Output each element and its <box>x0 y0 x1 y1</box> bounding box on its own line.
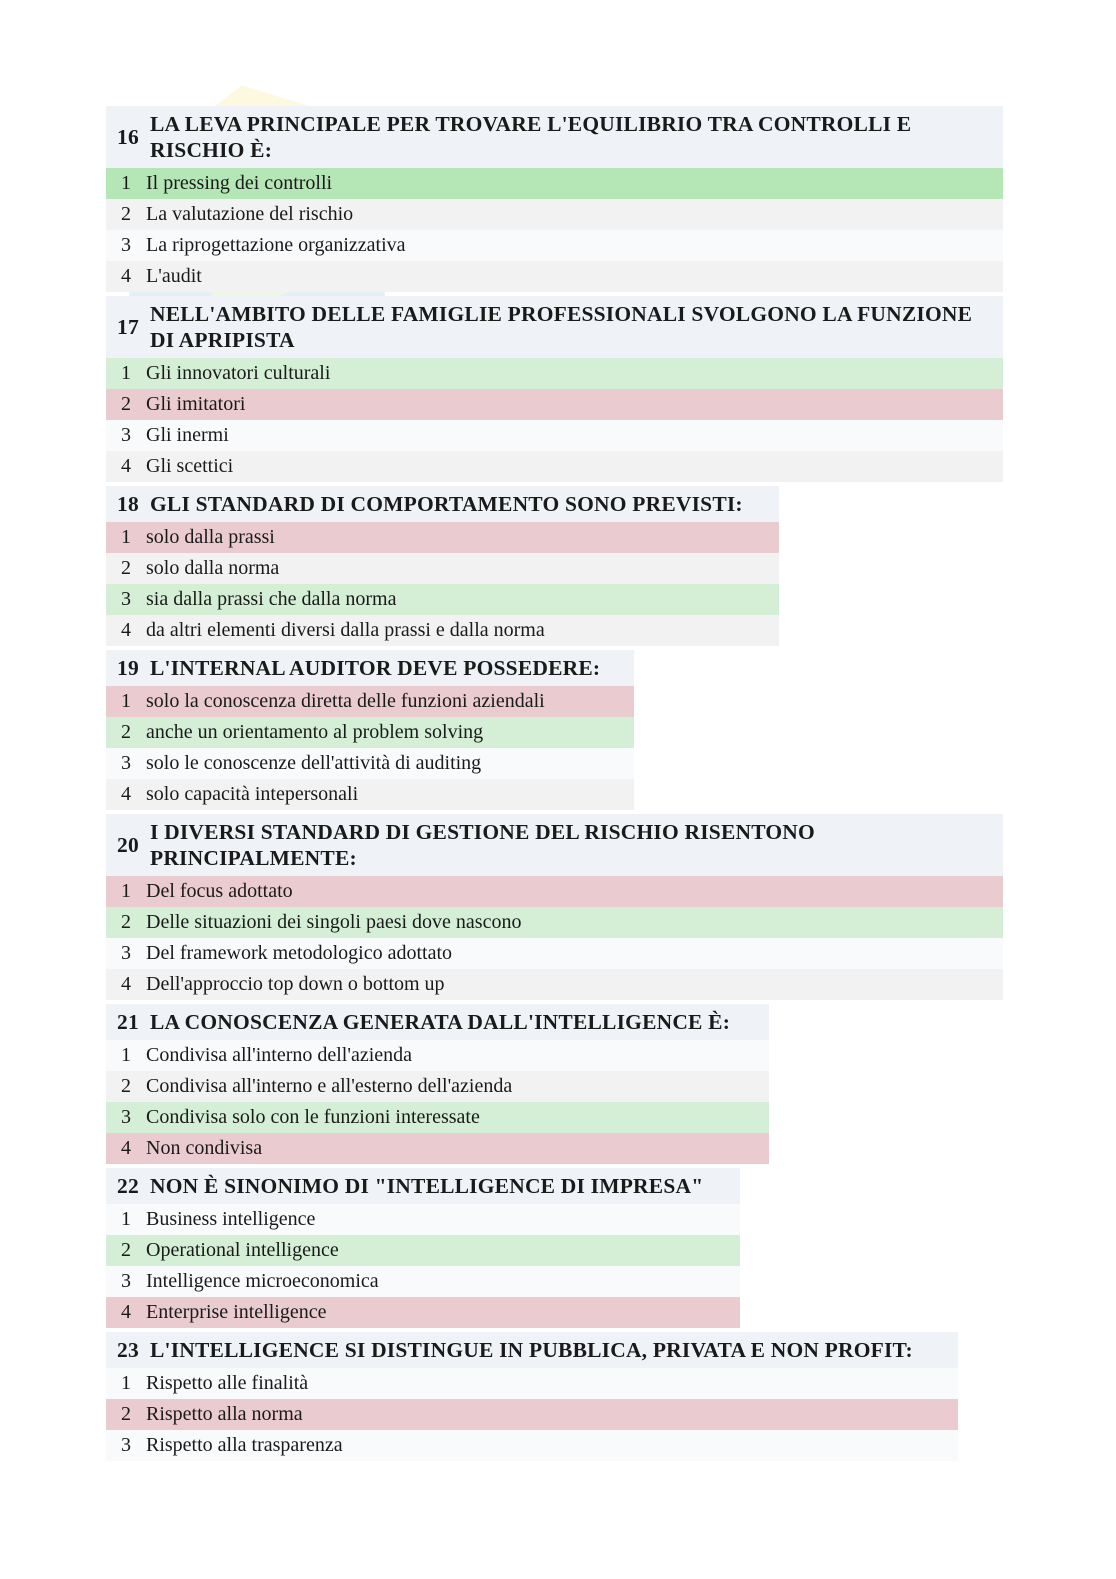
answer-row-correct <box>106 1102 769 1133</box>
answer-row <box>106 1071 769 1102</box>
answer-number: 4 <box>121 973 131 995</box>
answer-text: Rispetto alle finalità <box>146 1372 309 1394</box>
answer-row-wrong <box>106 1297 740 1328</box>
answer-row-correct <box>106 168 1003 199</box>
question-number: 20 <box>117 833 139 857</box>
answer-number: 1 <box>121 1372 131 1394</box>
answer-number: 4 <box>121 1301 131 1323</box>
answer-row-wrong <box>106 522 779 553</box>
answer-number: 1 <box>121 1044 131 1066</box>
answer-number: 2 <box>121 1403 131 1425</box>
question-header <box>106 296 1003 358</box>
answer-row-correct <box>106 907 1003 938</box>
answer-text: Delle situazioni dei singoli paesi dove nascono <box>146 911 522 933</box>
question-header <box>106 1004 769 1040</box>
answer-number: 1 <box>121 362 131 384</box>
answer-number: 2 <box>121 911 131 933</box>
answer-text: Condivisa solo con le funzioni interessate <box>146 1106 480 1128</box>
question-text: LA LEVA PRINCIPALE PER TROVARE L'EQUILIBRIO TRA CONTROLLI E RISCHIO È: <box>150 112 912 162</box>
question-text: L'INTERNAL AUDITOR DEVE POSSEDERE: <box>150 656 601 680</box>
question-header <box>106 1168 740 1204</box>
question-19 <box>106 650 634 810</box>
question-21 <box>106 1004 769 1164</box>
answer-number: 1 <box>121 1208 131 1230</box>
answer-number: 4 <box>121 1137 131 1159</box>
answer-text: Enterprise intelligence <box>146 1301 327 1323</box>
answer-number: 1 <box>121 172 131 194</box>
answer-text: solo capacità intepersonali <box>146 783 359 805</box>
answer-text: Gli inermi <box>146 424 229 446</box>
answer-row <box>106 969 1003 1000</box>
answer-text: solo dalla prassi <box>146 526 275 548</box>
question-text: NELL'AMBITO DELLE FAMIGLIE PROFESSIONALI SVOLGONO LA FUNZIONE DI APRIPISTA <box>150 302 973 352</box>
answer-row <box>106 615 779 646</box>
question-header <box>106 106 1003 168</box>
question-number: 17 <box>117 315 139 339</box>
answer-number: 2 <box>121 1239 131 1261</box>
answer-row <box>106 1040 769 1071</box>
question-18 <box>106 486 779 646</box>
answer-row-wrong <box>106 686 634 717</box>
answer-text: da altri elementi diversi dalla prassi e dalla norma <box>146 619 545 641</box>
answer-number: 3 <box>121 424 131 446</box>
answer-number: 2 <box>121 203 131 225</box>
answer-number: 4 <box>121 619 131 641</box>
answer-number: 2 <box>121 557 131 579</box>
answer-number: 4 <box>121 455 131 477</box>
answer-number: 3 <box>121 1434 131 1456</box>
answer-text: solo le conoscenze dell'attività di auditing <box>146 752 482 774</box>
answer-row-correct <box>106 584 779 615</box>
answer-row <box>106 261 1003 292</box>
answer-text: Rispetto alla trasparenza <box>146 1434 343 1456</box>
answer-number: 1 <box>121 526 131 548</box>
answer-row <box>106 199 1003 230</box>
answer-row-wrong <box>106 1133 769 1164</box>
answer-row <box>106 1204 740 1235</box>
answer-number: 2 <box>121 393 131 415</box>
answer-text: Gli innovatori culturali <box>146 362 331 384</box>
question-number: 22 <box>117 1174 139 1198</box>
answer-text: Gli imitatori <box>146 393 246 415</box>
answer-number: 3 <box>121 588 131 610</box>
answer-text: Il pressing dei controlli <box>146 172 333 194</box>
question-text: GLI STANDARD DI COMPORTAMENTO SONO PREVISTI: <box>150 492 743 516</box>
question-text: L'INTELLIGENCE SI DISTINGUE IN PUBBLICA, PRIVATA E NON PROFIT: <box>150 1338 913 1362</box>
answer-number: 4 <box>121 265 131 287</box>
question-number: 21 <box>117 1010 139 1034</box>
question-number: 16 <box>117 125 139 149</box>
answer-number: 1 <box>121 690 131 712</box>
answer-text: anche un orientamento al problem solving <box>146 721 484 743</box>
answer-text: Del framework metodologico adottato <box>146 942 453 964</box>
answer-text: Intelligence microeconomica <box>146 1270 379 1292</box>
answer-row-correct <box>106 358 1003 389</box>
answer-text: Gli scettici <box>146 455 234 477</box>
answer-row-wrong <box>106 876 1003 907</box>
answer-number: 1 <box>121 880 131 902</box>
question-header <box>106 814 1003 876</box>
question-header <box>106 486 779 522</box>
answer-row <box>106 1266 740 1297</box>
answer-row-correct <box>106 1235 740 1266</box>
answer-text: Operational intelligence <box>146 1239 339 1261</box>
answer-row <box>106 1430 958 1461</box>
question-20 <box>106 814 1003 1000</box>
answer-number: 3 <box>121 752 131 774</box>
question-text: LA CONOSCENZA GENERATA DALL'INTELLIGENCE È: <box>150 1010 731 1034</box>
answer-number: 3 <box>121 1270 131 1292</box>
answer-row <box>106 748 634 779</box>
answer-number: 3 <box>121 1106 131 1128</box>
answer-number: 4 <box>121 783 131 805</box>
answer-row <box>106 230 1003 261</box>
answer-row <box>106 779 634 810</box>
answer-row <box>106 451 1003 482</box>
answer-row-wrong <box>106 1399 958 1430</box>
answer-row <box>106 1368 958 1399</box>
question-number: 18 <box>117 492 139 516</box>
answer-row <box>106 420 1003 451</box>
question-number: 23 <box>117 1338 139 1362</box>
answer-text: Non condivisa <box>146 1137 263 1159</box>
answer-text: L'audit <box>146 265 202 287</box>
question-header <box>106 1332 958 1368</box>
answer-number: 3 <box>121 234 131 256</box>
answer-text: La valutazione del rischio <box>146 203 354 225</box>
answer-text: Del focus adottato <box>146 880 293 902</box>
answer-row-correct <box>106 717 634 748</box>
question-number: 19 <box>117 656 139 680</box>
question-22 <box>106 1168 740 1328</box>
question-header <box>106 650 634 686</box>
question-23 <box>106 1332 958 1461</box>
answer-number: 3 <box>121 942 131 964</box>
answer-text: Business intelligence <box>146 1208 316 1230</box>
answer-text: Condivisa all'interno e all'esterno dell'azienda <box>146 1075 513 1097</box>
answer-row <box>106 938 1003 969</box>
answer-text: sia dalla prassi che dalla norma <box>146 588 397 610</box>
answer-text: Rispetto alla norma <box>146 1403 303 1425</box>
answer-text: Dell'approccio top down o bottom up <box>146 973 445 995</box>
question-text: I DIVERSI STANDARD DI GESTIONE DEL RISCHIO RISENTONO PRINCIPALMENTE: <box>150 820 815 870</box>
answer-row-wrong <box>106 389 1003 420</box>
answer-row <box>106 553 779 584</box>
answer-number: 2 <box>121 721 131 743</box>
question-text: NON È SINONIMO DI "INTELLIGENCE DI IMPRESA" <box>150 1174 704 1198</box>
answer-text: solo dalla norma <box>146 557 280 579</box>
answer-number: 2 <box>121 1075 131 1097</box>
question-16 <box>106 106 1003 292</box>
answer-text: La riprogettazione organizzativa <box>146 234 406 256</box>
answer-text: solo la conoscenza diretta delle funzioni aziendali <box>146 690 545 712</box>
answer-text: Condivisa all'interno dell'azienda <box>146 1044 413 1066</box>
question-17 <box>106 296 1003 482</box>
